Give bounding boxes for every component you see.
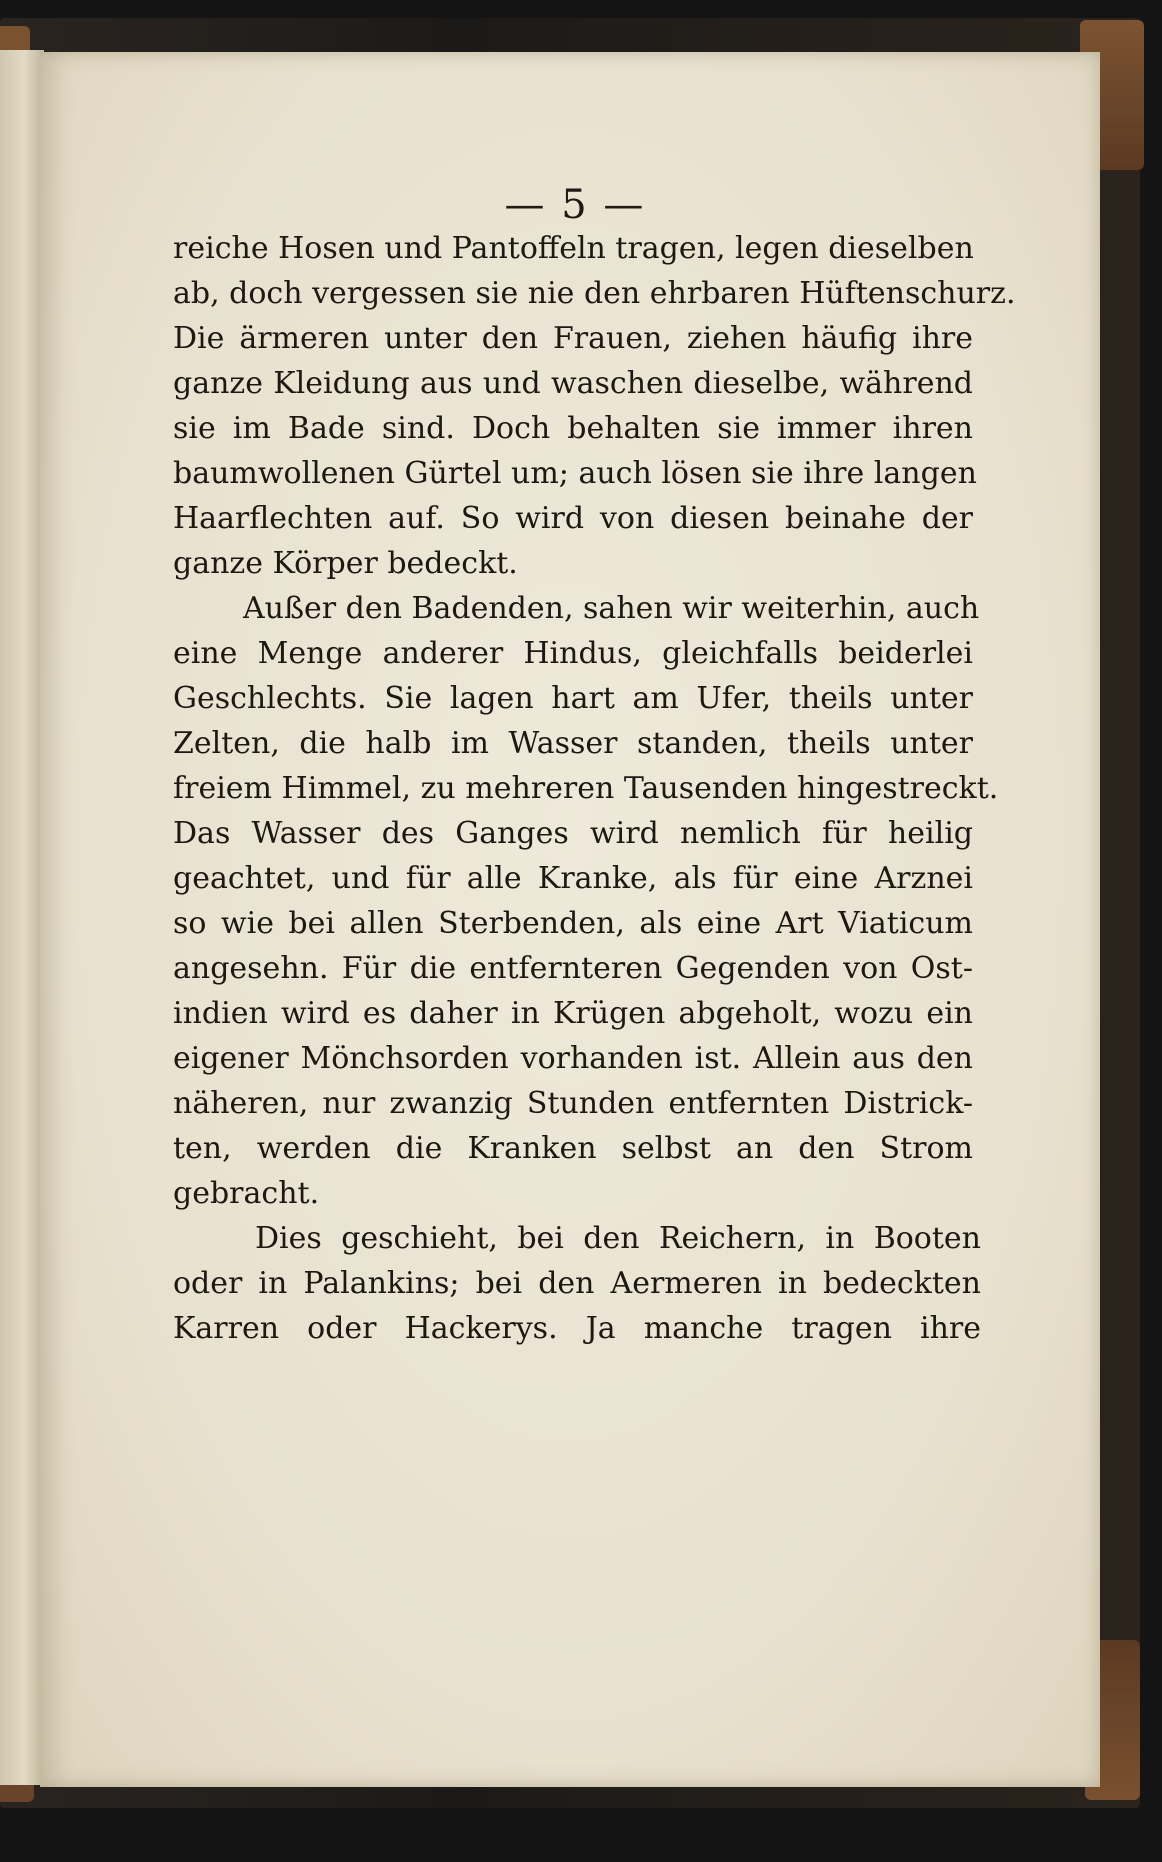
text-line: Zelten, die halb im Wasser standen, theils unter bbox=[173, 726, 973, 761]
text-line: baumwollenen Gürtel um; auch lösen sie ihre langen bbox=[173, 456, 977, 491]
text-line: freiem Himmel, zu mehreren Tausenden hingestreckt. bbox=[173, 771, 999, 806]
text-line: Haarflechten auf. So wird von diesen beinahe der bbox=[173, 501, 973, 536]
text-line: ganze Körper bedeckt. bbox=[173, 546, 518, 581]
text-line: eine Menge anderer Hindus, gleichfalls beiderlei bbox=[173, 636, 973, 671]
paragraph-first-line: Dies geschieht, bei den Reichern, in Booten bbox=[255, 1221, 981, 1256]
text-line: reiche Hosen und Pantoffeln tragen, legen dieselben bbox=[173, 231, 974, 266]
text-line: sie im Bade sind. Doch behalten sie immer ihren bbox=[173, 411, 973, 446]
paragraph-first-line: Außer den Badenden, sahen wir weiterhin, auch bbox=[243, 591, 980, 626]
text-line: ganze Kleidung aus und waschen dieselbe, während bbox=[173, 366, 973, 401]
text-line: angesehn. Für die entfernteren Gegenden von Ost- bbox=[173, 951, 973, 986]
text-line: oder in Palankins; bei den Aermeren in bedeckten bbox=[173, 1266, 981, 1301]
text-line: indien wird es daher in Krügen abgeholt, wozu ein bbox=[173, 996, 973, 1031]
text-line: Karren oder Hackerys. Ja manche tragen ihre bbox=[173, 1311, 981, 1346]
text-line: ab, doch vergessen sie nie den ehrbaren Hüftenschurz. bbox=[173, 276, 1016, 311]
text-line: näheren, nur zwanzig Stunden entfernten Districk- bbox=[173, 1086, 973, 1121]
text-line: eigener Mönchsorden vorhanden ist. Allein aus den bbox=[173, 1041, 973, 1076]
page-gutter bbox=[0, 50, 44, 1785]
text-line: Geschlechts. Sie lagen hart am Ufer, theils unter bbox=[173, 681, 973, 716]
text-line: Das Wasser des Ganges wird nemlich für heilig bbox=[173, 816, 973, 851]
text-line: ten, werden die Kranken selbst an den Strom bbox=[173, 1131, 973, 1166]
text-line: so wie bei allen Sterbenden, als eine Art Viaticum bbox=[173, 906, 973, 941]
text-line: geachtet, und für alle Kranke, als für eine Arznei bbox=[173, 861, 973, 896]
text-line: gebracht. bbox=[173, 1176, 320, 1211]
text-line: Die ärmeren unter den Frauen, ziehen häufig ihre bbox=[173, 321, 973, 356]
page-number: — 5 — bbox=[504, 182, 646, 228]
